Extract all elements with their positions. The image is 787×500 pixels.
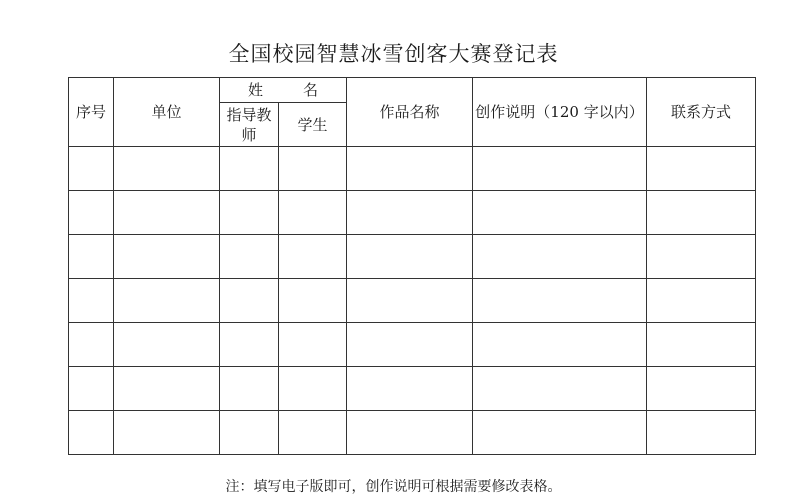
cell-description[interactable] — [473, 191, 647, 235]
cell-unit[interactable] — [114, 147, 220, 191]
table-row — [69, 367, 756, 411]
cell-unit[interactable] — [114, 323, 220, 367]
cell-seq[interactable] — [69, 279, 114, 323]
header-unit: 单位 — [114, 78, 220, 147]
cell-teacher[interactable] — [220, 279, 279, 323]
cell-unit[interactable] — [114, 367, 220, 411]
header-name-right: 名 — [303, 81, 319, 99]
header-name-group — [220, 78, 347, 103]
table-row — [69, 235, 756, 279]
cell-work-name[interactable] — [347, 279, 473, 323]
cell-contact[interactable] — [647, 235, 756, 279]
form-title: 全国校园智慧冰雪创客大赛登记表 — [228, 42, 559, 66]
cell-student[interactable] — [279, 367, 347, 411]
cell-teacher[interactable] — [220, 147, 279, 191]
table-row — [69, 279, 756, 323]
cell-teacher[interactable] — [220, 411, 279, 455]
cell-description[interactable] — [473, 235, 647, 279]
header-description: 创作说明（120 字以内） — [473, 78, 647, 147]
registration-table — [68, 77, 756, 455]
cell-student[interactable] — [279, 191, 347, 235]
cell-work-name[interactable] — [347, 323, 473, 367]
cell-seq[interactable] — [69, 147, 114, 191]
cell-student[interactable] — [279, 411, 347, 455]
cell-unit[interactable] — [114, 191, 220, 235]
cell-teacher[interactable] — [220, 191, 279, 235]
table-row — [69, 147, 756, 191]
cell-description[interactable] — [473, 279, 647, 323]
cell-unit[interactable] — [114, 279, 220, 323]
cell-student[interactable] — [279, 323, 347, 367]
cell-work-name[interactable] — [347, 367, 473, 411]
cell-contact[interactable] — [647, 147, 756, 191]
header-seq: 序号 — [69, 78, 114, 147]
header-contact: 联系方式 — [647, 78, 756, 147]
cell-student[interactable] — [279, 235, 347, 279]
cell-description[interactable] — [473, 147, 647, 191]
cell-contact[interactable] — [647, 279, 756, 323]
cell-teacher[interactable] — [220, 323, 279, 367]
cell-contact[interactable] — [647, 191, 756, 235]
cell-work-name[interactable] — [347, 191, 473, 235]
cell-teacher[interactable] — [220, 367, 279, 411]
header-teacher: 指导教师 — [220, 103, 279, 147]
cell-student[interactable] — [279, 279, 347, 323]
header-work-name: 作品名称 — [347, 78, 473, 147]
cell-contact[interactable] — [647, 367, 756, 411]
cell-student[interactable] — [279, 147, 347, 191]
cell-description[interactable] — [473, 411, 647, 455]
table-row — [69, 323, 756, 367]
table-row — [69, 191, 756, 235]
cell-unit[interactable] — [114, 235, 220, 279]
cell-description[interactable] — [473, 367, 647, 411]
cell-seq[interactable] — [69, 411, 114, 455]
header-row-1 — [69, 78, 756, 103]
cell-seq[interactable] — [69, 191, 114, 235]
footnote: 注：填写电子版即可，创作说明可根据需要修改表格。 — [225, 479, 562, 495]
cell-work-name[interactable] — [347, 411, 473, 455]
header-student: 学生 — [279, 103, 347, 147]
cell-seq[interactable] — [69, 367, 114, 411]
cell-description[interactable] — [473, 323, 647, 367]
cell-work-name[interactable] — [347, 235, 473, 279]
table-row — [69, 411, 756, 455]
cell-work-name[interactable] — [347, 147, 473, 191]
cell-contact[interactable] — [647, 323, 756, 367]
cell-seq[interactable] — [69, 235, 114, 279]
cell-teacher[interactable] — [220, 235, 279, 279]
cell-seq[interactable] — [69, 323, 114, 367]
cell-contact[interactable] — [647, 411, 756, 455]
cell-unit[interactable] — [114, 411, 220, 455]
header-name-left: 姓 — [247, 81, 263, 99]
